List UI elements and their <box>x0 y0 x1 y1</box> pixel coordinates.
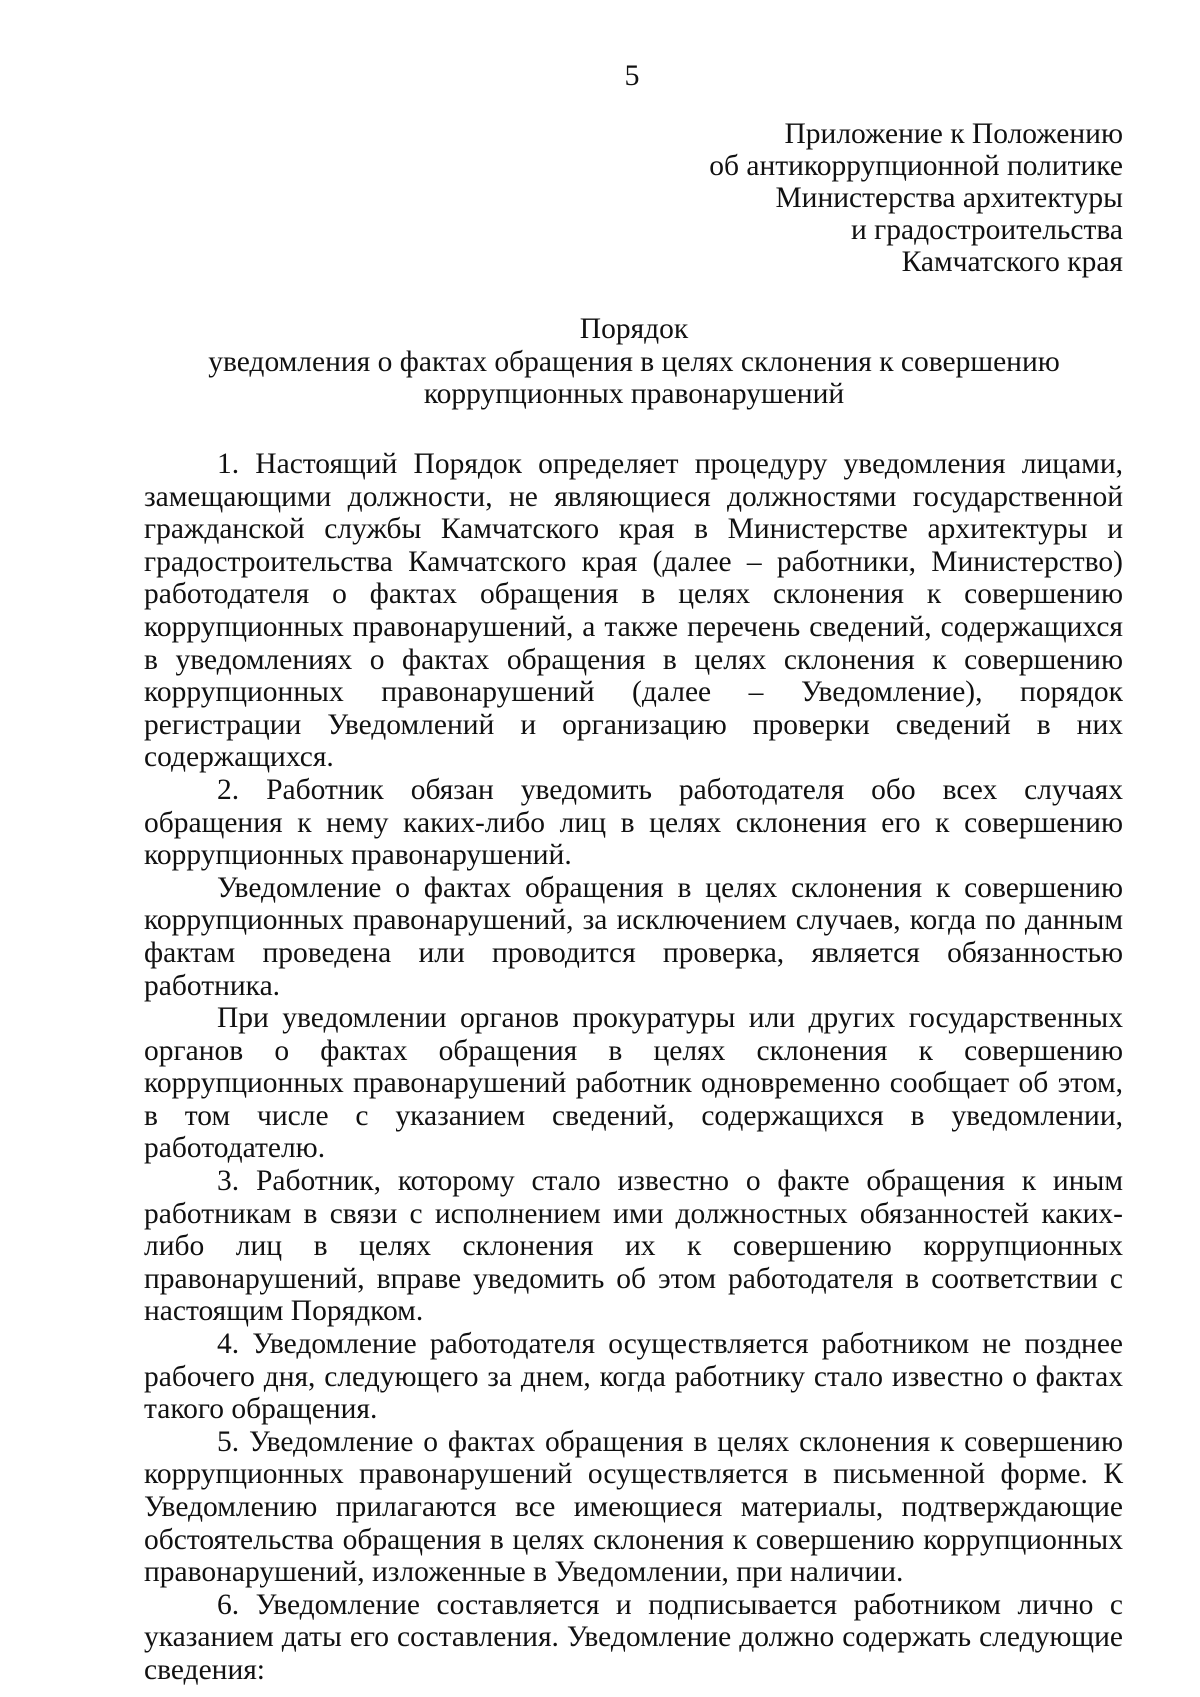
appendix-line: Приложение к Положению <box>784 118 1123 150</box>
paragraph: Уведомление о фактах обращения в целях склонения к совершению коррупционных правонарушений, за исключением случаев, когда по данным фактам проведена или проводится проверка, является обязанностью работника. <box>144 871 1123 1002</box>
document-title <box>144 313 1124 411</box>
paragraph: 5. Уведомление о фактах обращения в целях склонения к совершению коррупционных правонарушений осуществляется в письменной форме. К Уведомлению прилагаются все имеющиеся материалы, подтверждающие обстоятельства обращения в целях склонения к совершению коррупционных правонарушений, изложенные в Уведомлении, при наличии. <box>144 1425 1123 1589</box>
title-subheading-line: уведомления о фактах обращения в целях склонения к совершению <box>208 345 1060 378</box>
appendix-note <box>709 118 1123 278</box>
appendix-line: Министерства архитектуры <box>775 182 1123 214</box>
paragraph: 6. Уведомление составляется и подписывается работником лично с указанием даты его составления. Уведомление должно содержать следующие сведения: <box>144 1588 1123 1686</box>
appendix-line: Камчатского края <box>901 246 1123 278</box>
title-subheading-line: коррупционных правонарушений <box>423 378 845 410</box>
document-body <box>144 448 1123 1687</box>
paragraph: 2. Работник обязан уведомить работодателя обо всех случаях обращения к нему каких-либо лиц в целях склонения его к совершению коррупционных правонарушений. <box>144 773 1123 872</box>
paragraph: 1. Настоящий Порядок определяет процедуру уведомления лицами, замещающими должности, не являющиеся должностями государственной гражданской службы Камчатского края в Министерстве архитектуры и градостроительства Камчатского края (далее – работники, Министерство) работодателя о фактах обращения в целях склонения к совершению коррупционных правонарушений, а также перечень сведений, содержащихся в уведомлениях о фактах обращения в целях склонения к совершению коррупционных правонарушений (далее – Уведомление), порядок регистрации Уведомлений и организацию проверки сведений в них содержащихся. <box>144 448 1123 774</box>
title-heading: Порядок <box>579 313 689 345</box>
paragraph: 4. Уведомление работодателя осуществляется работником не позднее рабочего дня, следующего за днем, когда работнику стало известно о фактах такого обращения. <box>144 1328 1123 1426</box>
appendix-line: и градостроительства <box>850 214 1123 246</box>
paragraph: При уведомлении органов прокуратуры или других государственных органов о фактах обращения в целях склонения к совершению коррупционных правонарушений работник одновременно сообщает об этом, в том числе с указанием сведений, содержащихся в уведомлении, работодателю. <box>144 1002 1123 1165</box>
appendix-line: об антикоррупционной политике <box>709 150 1123 182</box>
paragraph: 3. Работник, которому стало известно о факте обращения к иным работникам в связи с исполнением ими должностных обязанностей каких-либо лиц в целях склонения их к совершению коррупционных правонарушений, вправе уведомить об этом работодателя в соответствии с настоящим Порядком. <box>144 1165 1123 1328</box>
page-number: 5 <box>624 59 640 92</box>
